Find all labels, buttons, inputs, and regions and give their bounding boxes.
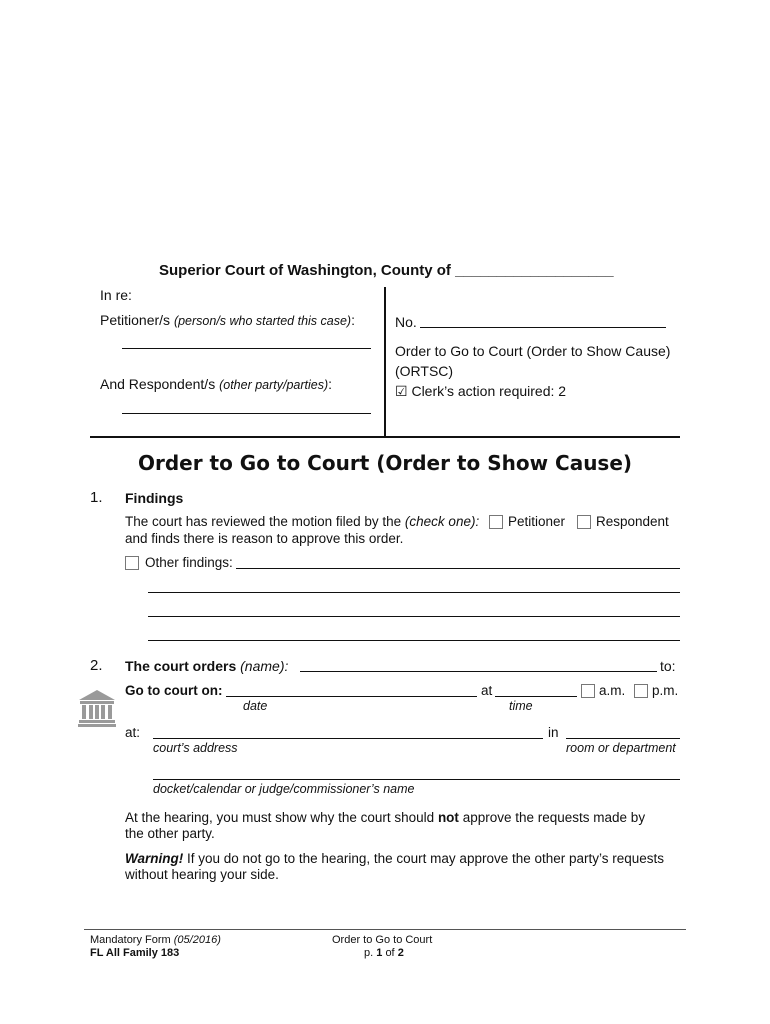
- court-address-line[interactable]: [153, 738, 543, 739]
- pm-checkbox[interactable]: [634, 684, 648, 698]
- clerk-action-text: Clerk’s action required: 2: [411, 383, 567, 399]
- petitioner-label-group: [100, 312, 355, 328]
- petitioner-label: Petitioner/s: [100, 312, 171, 328]
- section2-number: 2.: [90, 657, 103, 674]
- mandatory-date: (05/2016): [173, 934, 221, 946]
- at-address-label: at:: [125, 725, 141, 740]
- docket-line[interactable]: [153, 779, 680, 780]
- page-of: of: [385, 947, 395, 959]
- court-title: Superior Court of Washington, County of ___________________: [159, 262, 614, 279]
- section1-heading: Findings: [125, 490, 184, 506]
- pm-label: p.m.: [652, 683, 679, 698]
- time-caption: time: [509, 699, 533, 713]
- section2-heading: The court orders: [125, 658, 237, 674]
- respondent-colon: :: [328, 376, 333, 392]
- warning-text-line2: without hearing your side.: [125, 867, 279, 882]
- other-findings-checkbox[interactable]: [125, 556, 139, 570]
- doc-title-line2: (ORTSC): [395, 363, 454, 379]
- case-number-line[interactable]: [420, 327, 666, 328]
- courthouse-icon: [78, 689, 116, 727]
- mandatory-label: Mandatory Form: [90, 934, 171, 946]
- other-findings-line-1[interactable]: [236, 568, 680, 569]
- hearing-time-line[interactable]: [495, 696, 577, 697]
- petitioner-name-line[interactable]: [122, 348, 371, 349]
- to-label: to:: [660, 658, 676, 674]
- am-label: a.m.: [599, 683, 626, 698]
- respondent-note: (other party/parties): [219, 378, 329, 392]
- warning-text-line1: If you do not go to the hearing, the court may approve the other party’s requests: [187, 851, 665, 866]
- hearing-text-line2: the other party.: [125, 826, 215, 841]
- hearing-not: not: [437, 810, 459, 825]
- name-label: (name):: [240, 658, 289, 674]
- room-caption: room or department: [566, 741, 676, 755]
- respondent-option-label: Respondent: [596, 514, 669, 529]
- court-orders-group: [125, 658, 288, 674]
- address-caption: court’s address: [153, 741, 238, 755]
- other-findings-label: Other findings:: [145, 555, 233, 570]
- petitioner-option-label: Petitioner: [508, 514, 566, 529]
- section1-text-line2: and finds there is reason to approve this order.: [125, 531, 404, 546]
- am-checkbox[interactable]: [581, 684, 595, 698]
- caption-bottom-rule: [90, 436, 680, 438]
- docket-caption: docket/calendar or judge/commissioner’s name: [153, 782, 415, 796]
- hearing-text-line1: [125, 810, 645, 825]
- other-findings-line-2[interactable]: [148, 592, 680, 593]
- petitioner-note: (person/s who started this case): [173, 314, 352, 328]
- ordered-party-name-line[interactable]: [300, 671, 657, 672]
- footer-center-title: Order to Go to Court: [332, 934, 433, 946]
- room-line[interactable]: [566, 738, 680, 739]
- in-label: in: [548, 725, 559, 740]
- in-re-label: In re:: [100, 287, 132, 303]
- page-total: 2: [397, 947, 404, 959]
- at-time-label: at: [481, 683, 493, 698]
- section1-text-part1: [125, 514, 479, 529]
- page-indicator: [364, 947, 404, 959]
- other-findings-line-4[interactable]: [148, 640, 680, 641]
- date-caption: date: [243, 699, 268, 713]
- other-findings-line-3[interactable]: [148, 616, 680, 617]
- check-one-text: (check one):: [404, 514, 480, 529]
- hearing-text-part2: approve the requests made by: [462, 810, 646, 825]
- main-title: Order to Go to Court (Order to Show Cause): [137, 451, 633, 475]
- doc-title-line1: Order to Go to Court (Order to Show Cause): [395, 343, 671, 359]
- form-id: FL All Family 183: [90, 947, 180, 959]
- petitioner-checkbox[interactable]: [489, 515, 503, 529]
- footer-mandatory: [90, 934, 221, 946]
- page-number: 1: [376, 947, 383, 959]
- page-prefix: p.: [364, 947, 374, 959]
- caption-divider: [384, 287, 386, 437]
- petitioner-colon: :: [351, 312, 355, 328]
- respondent-checkbox[interactable]: [577, 515, 591, 529]
- hearing-text-part1: At the hearing, you must show why the court should: [125, 810, 435, 825]
- clerk-action: [395, 383, 566, 400]
- go-to-court-label: Go to court on:: [125, 683, 223, 698]
- motion-text: The court has reviewed the motion filed by the: [125, 514, 402, 529]
- respondent-label-group: [100, 376, 332, 392]
- footer-rule: [84, 929, 686, 930]
- section1-number: 1.: [90, 489, 103, 506]
- warning-label: Warning!: [125, 851, 184, 866]
- clerk-check-icon: ☑: [395, 383, 408, 399]
- hearing-date-line[interactable]: [226, 696, 477, 697]
- respondent-name-line[interactable]: [122, 413, 371, 414]
- warning-line1: [125, 851, 664, 866]
- case-no-label: No.: [395, 314, 417, 330]
- respondent-label: And Respondent/s: [100, 376, 216, 392]
